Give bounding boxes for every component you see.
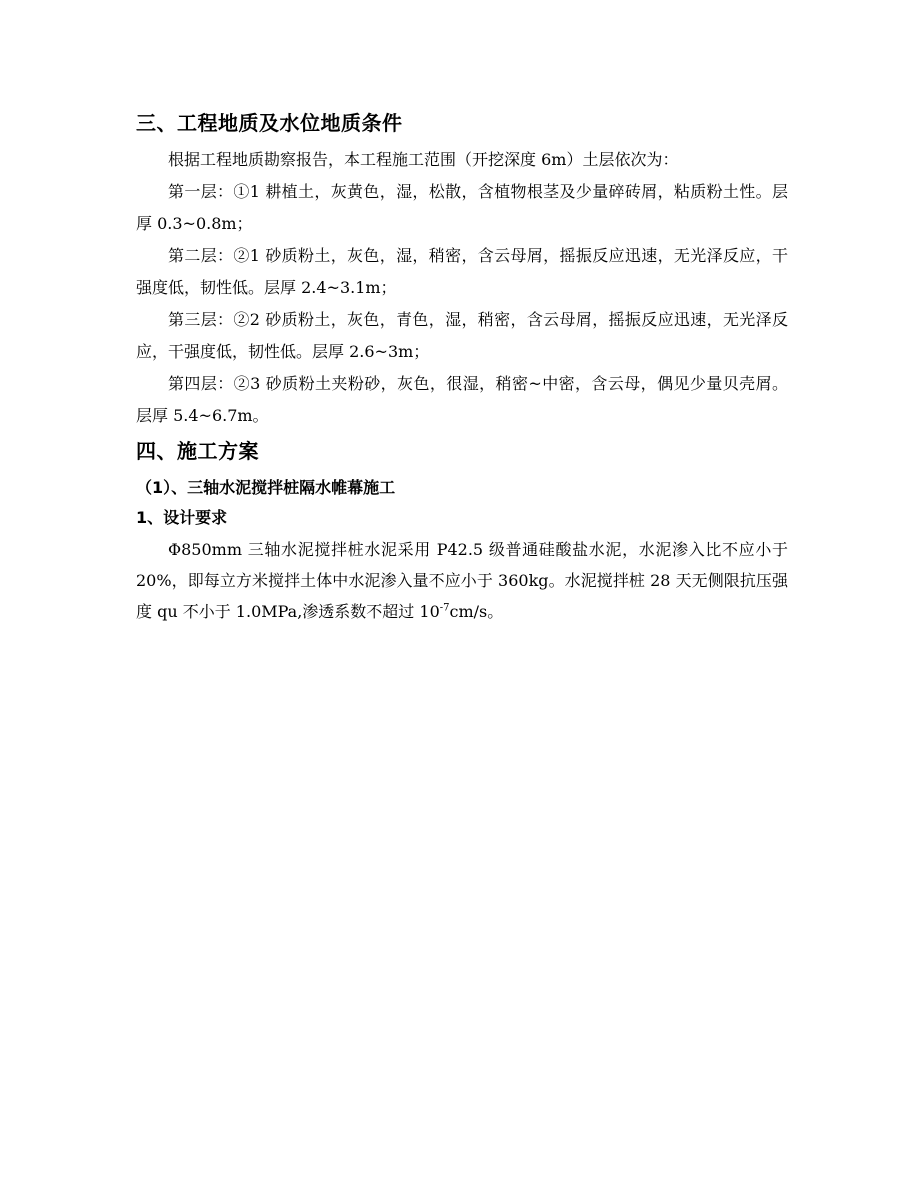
design-text-unit: cm/s。 (449, 602, 504, 621)
layer-3-paragraph: 第三层：②2 砂质粉土，灰色，青色，湿，稍密，含云母屑，摇振反应迅速，无光泽反应，干强度低，韧性低。层厚 2.6~3m； (136, 310, 788, 361)
layer-2-paragraph: 第二层：②1 砂质粉土，灰色，湿，稍密，含云母屑，摇振反应迅速，无光泽反应，干强度低，韧性低。层厚 2.4~3.1m； (136, 246, 788, 297)
section-3-heading: 三、工程地质及水位地质条件 (136, 111, 403, 135)
section-4-heading: 四、施工方案 (136, 439, 259, 463)
document-content (136, 108, 788, 627)
subsection-1-heading: （1）、三轴水泥搅拌桩隔水帷幕施工 (136, 478, 396, 497)
section-3-intro: 根据工程地质勘察报告，本工程施工范围（开挖深度 6m）土层依次为： (168, 150, 679, 169)
layer-4-paragraph: 第四层：②3 砂质粉土夹粉砂，灰色，很湿，稍密~中密，含云母，偶见少量贝壳屑。层厚 5.4~6.7m。 (136, 374, 788, 425)
design-requirements-heading: 1、设计要求 (136, 508, 228, 527)
exponent-superscript: -7 (439, 602, 450, 614)
design-text-main: Φ850mm 三轴水泥搅拌桩水泥采用 P42.5 级普通硅酸盐水泥，水泥渗入比不应小于 20%，即每立方米搅拌土体中水泥渗入量不应小于 360kg。水泥搅拌桩 28 天无侧限抗压强度 qu 不小于 1.0MPa,渗透系数不超过 10 (136, 540, 788, 621)
layer-1-paragraph: 第一层：①1 耕植土，灰黄色，湿，松散，含植物根茎及少量碎砖屑，粘质粉土性。层厚 0.3~0.8m； (136, 182, 788, 233)
design-requirements-paragraph (136, 534, 788, 627)
